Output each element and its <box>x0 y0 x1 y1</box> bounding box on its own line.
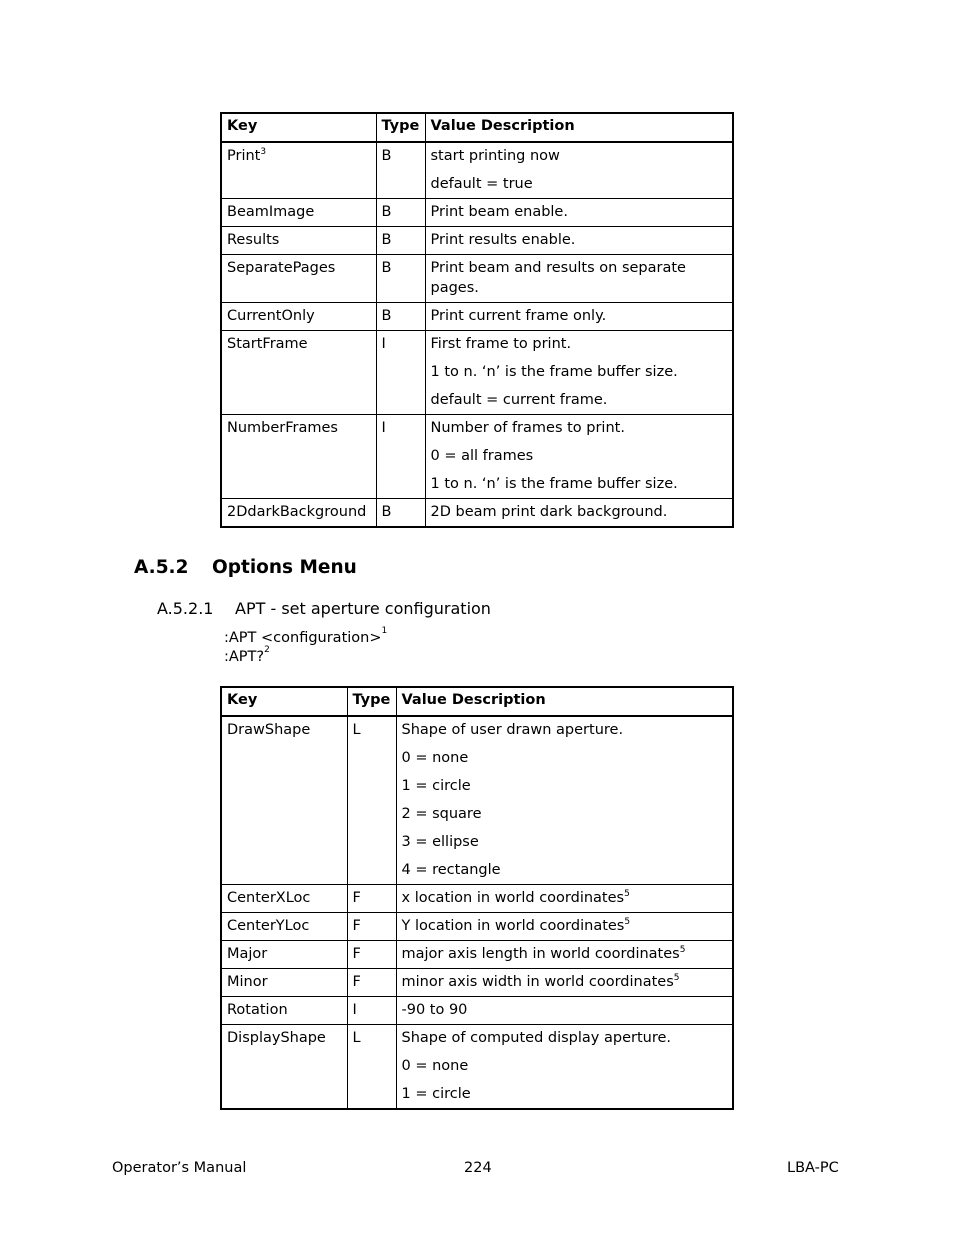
type-cell: I <box>376 331 425 415</box>
command-text: :APT <configuration> <box>224 630 382 646</box>
table-row <box>221 142 733 199</box>
table-row <box>221 997 733 1025</box>
type-cell: F <box>347 913 396 941</box>
footnote-marker: 5 <box>624 889 630 899</box>
key-cell: Major <box>221 941 347 969</box>
column-header-key: Key <box>221 687 347 716</box>
table-row <box>221 303 733 331</box>
key-cell: CenterYLoc <box>221 913 347 941</box>
table-row <box>221 913 733 941</box>
description-cell <box>396 885 733 913</box>
description-line: Shape of computed display aperture. <box>401 1030 671 1046</box>
description-line: 0 = all frames <box>430 448 534 464</box>
column-header-description: Value Description <box>396 687 733 716</box>
command-syntax-query <box>224 645 270 665</box>
description-line: Print results enable. <box>430 232 576 248</box>
description-line: 4 = rectangle <box>401 862 501 878</box>
column-header-key: Key <box>221 113 376 142</box>
description-cell <box>425 331 733 415</box>
description-line: x location in world coordinates <box>401 890 625 906</box>
footnote-marker: 5 <box>624 917 631 927</box>
footer-product-name: LBA-PC <box>787 1160 839 1176</box>
description-line: Number of frames to print. <box>430 420 625 436</box>
description-cell <box>396 941 733 969</box>
type-cell: I <box>347 997 396 1025</box>
type-cell: F <box>347 941 396 969</box>
command-syntax-set <box>224 626 388 646</box>
description-cell <box>425 303 733 331</box>
command-text: :APT? <box>224 649 265 665</box>
description-cell <box>396 716 733 885</box>
table-row <box>221 255 733 303</box>
description-line: Print beam and results on separate pages. <box>430 260 686 296</box>
description-line: 1 to n. ‘n’ is the frame buffer size. <box>430 364 678 380</box>
description-line: 2D beam print dark background. <box>430 504 668 520</box>
description-cell <box>425 255 733 303</box>
type-cell: B <box>376 227 425 255</box>
section-heading <box>134 557 357 578</box>
key-cell: 2DdarkBackground <box>221 499 376 528</box>
table-row <box>221 969 733 997</box>
description-line: 2 = square <box>401 806 482 822</box>
print-parameters-table <box>220 112 734 528</box>
page-number: 224 <box>464 1160 492 1176</box>
description-cell <box>396 969 733 997</box>
type-cell: F <box>347 885 396 913</box>
footnote-marker: 3 <box>260 147 267 157</box>
type-cell: B <box>376 499 425 528</box>
table-row <box>221 227 733 255</box>
key-cell: DisplayShape <box>221 1025 347 1110</box>
section-title: Options Menu <box>212 557 357 578</box>
description-line: Shape of user drawn aperture. <box>401 722 624 738</box>
description-line: start printing now <box>430 148 560 164</box>
description-cell <box>396 913 733 941</box>
description-cell <box>425 199 733 227</box>
key-cell: CenterXLoc <box>221 885 347 913</box>
type-cell: B <box>376 199 425 227</box>
description-cell <box>425 142 733 199</box>
table-row <box>221 1025 733 1110</box>
description-line: 1 = circle <box>401 778 471 794</box>
key-cell: SeparatePages <box>221 255 376 303</box>
type-cell: B <box>376 255 425 303</box>
description-line: 0 = none <box>401 750 469 766</box>
key-cell: NumberFrames <box>221 415 376 499</box>
key-cell: Minor <box>221 969 347 997</box>
footnote-marker: 5 <box>673 973 680 983</box>
subsection-title: APT - set aperture configuration <box>235 599 491 618</box>
subsection-heading <box>157 599 491 618</box>
key-cell: Results <box>221 227 376 255</box>
description-line: Print current frame only. <box>430 308 607 324</box>
description-cell <box>425 415 733 499</box>
description-line: default = current frame. <box>430 392 608 408</box>
key-text: Print <box>227 148 261 164</box>
key-cell <box>221 142 376 199</box>
column-header-type: Type <box>376 113 425 142</box>
description-line: 0 = none <box>401 1058 469 1074</box>
key-cell: StartFrame <box>221 331 376 415</box>
key-cell: BeamImage <box>221 199 376 227</box>
description-line: 1 to n. ‘n’ is the frame buffer size. <box>430 476 678 492</box>
column-header-type: Type <box>347 687 396 716</box>
description-line: 3 = ellipse <box>401 834 479 850</box>
table-row <box>221 415 733 499</box>
type-cell: B <box>376 142 425 199</box>
footnote-marker: 5 <box>679 945 686 955</box>
type-cell: L <box>347 1025 396 1110</box>
description-cell <box>425 499 733 528</box>
column-header-description: Value Description <box>425 113 733 142</box>
aperture-parameters-table <box>220 686 734 1110</box>
footnote-marker: 1 <box>381 626 388 636</box>
type-cell: F <box>347 969 396 997</box>
footnote-marker: 2 <box>264 645 270 655</box>
description-line: Print beam enable. <box>430 204 568 220</box>
description-cell <box>396 997 733 1025</box>
description-line: default = true <box>430 176 533 192</box>
type-cell: I <box>376 415 425 499</box>
table-header-row <box>221 113 733 142</box>
key-cell: Rotation <box>221 997 347 1025</box>
description-cell <box>396 1025 733 1110</box>
key-cell: CurrentOnly <box>221 303 376 331</box>
description-line: major axis length in world coordinates <box>401 946 680 962</box>
table-row <box>221 941 733 969</box>
description-line: -90 to 90 <box>401 1002 468 1018</box>
table-row <box>221 885 733 913</box>
table-row <box>221 199 733 227</box>
table-row <box>221 499 733 528</box>
description-line: First frame to print. <box>430 336 572 352</box>
description-line: minor axis width in world coordinates <box>401 974 674 990</box>
footer-manual-title: Operator’s Manual <box>112 1160 247 1176</box>
description-line: Y location in world coordinates <box>401 918 625 934</box>
description-cell <box>425 227 733 255</box>
table-row <box>221 716 733 885</box>
section-number: A.5.2 <box>134 557 189 578</box>
key-cell: DrawShape <box>221 716 347 885</box>
table-header-row <box>221 687 733 716</box>
subsection-number: A.5.2.1 <box>157 599 214 618</box>
type-cell: B <box>376 303 425 331</box>
table-row <box>221 331 733 415</box>
type-cell: L <box>347 716 396 885</box>
description-line: 1 = circle <box>401 1086 471 1102</box>
